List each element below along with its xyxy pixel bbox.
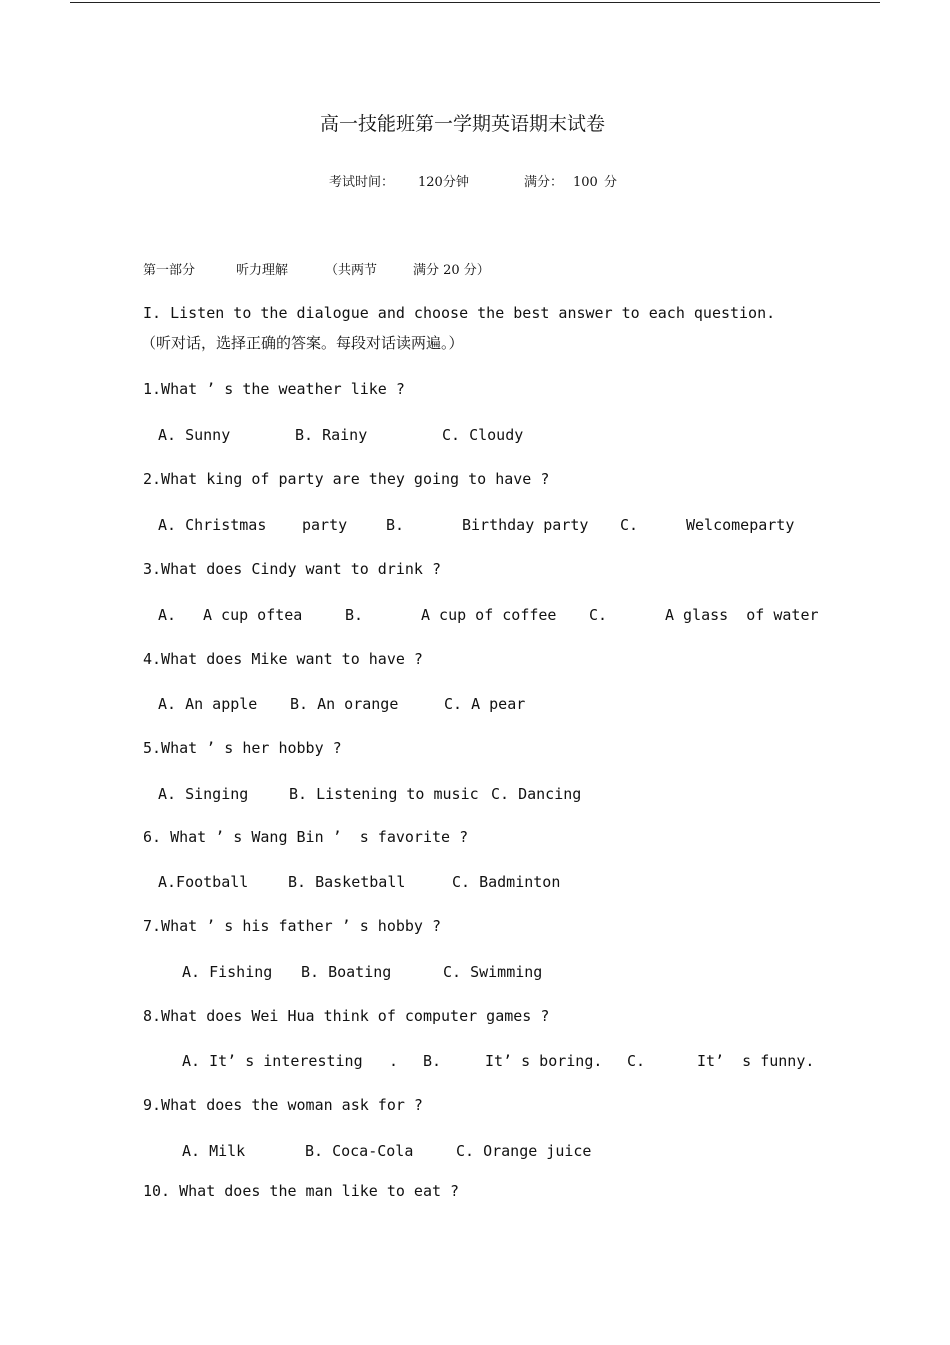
- q5-option-a: A. Singing: [158, 785, 249, 803]
- score-unit: 分: [604, 175, 618, 190]
- q3-option-b: A cup of coffee: [421, 606, 557, 624]
- q3-option-a-label: A.: [158, 606, 177, 624]
- q2-option-a: A. Christmas: [158, 516, 267, 534]
- q3-option-c: A glass of water: [665, 606, 819, 624]
- instructions-en: I. Listen to the dialogue and choose the best answer to each question.: [143, 304, 776, 322]
- instructions-cn: （听对话，选择正确的答案。每段对话读两遍。）: [141, 334, 464, 352]
- q6-option-c: C. Badminton: [452, 873, 561, 891]
- q8-option-c: It’ s funny.: [697, 1052, 815, 1070]
- q2-option-c-label: C.: [620, 516, 639, 534]
- q2-option-b-label: B.: [386, 516, 405, 534]
- question-9: 9.What does the woman ask for ?: [143, 1096, 423, 1114]
- q9-option-a: A. Milk: [182, 1142, 246, 1160]
- question-4: 4.What does Mike want to have ?: [143, 650, 423, 668]
- q3-option-c-label: C.: [589, 606, 608, 624]
- question-1: 1.What ’ s the weather like ?: [143, 380, 405, 398]
- q2-option-a-cont: party: [302, 516, 348, 534]
- q4-option-b: B. An orange: [290, 695, 399, 713]
- q8-option-a: A. It’ s interesting: [182, 1052, 363, 1070]
- q4-option-a: A. An apple: [158, 695, 258, 713]
- score-label: 满分：: [524, 175, 564, 190]
- q5-option-b: B. Listening to music: [289, 785, 479, 803]
- q6-option-a: A.Football: [158, 873, 249, 891]
- q5-option-c: C. Dancing: [491, 785, 582, 803]
- section-name: 听力理解: [236, 263, 289, 278]
- question-6: 6. What ’ s Wang Bin ’ s favorite ?: [143, 828, 469, 846]
- q1-option-c: C. Cloudy: [442, 426, 524, 444]
- q4-option-c: C. A pear: [444, 695, 526, 713]
- q2-option-c: Welcomeparty: [686, 516, 795, 534]
- q7-option-b: B. Boating: [301, 963, 392, 981]
- q1-option-b: B. Rainy: [295, 426, 368, 444]
- question-2: 2.What king of party are they going to have ?: [143, 470, 550, 488]
- q9-option-b: B. Coca-Cola: [305, 1142, 414, 1160]
- question-8: 8.What does Wei Hua think of computer games ?: [143, 1007, 550, 1025]
- question-3: 3.What does Cindy want to drink ?: [143, 560, 442, 578]
- q3-option-b-label: B.: [345, 606, 364, 624]
- q8-option-c-label: C.: [627, 1052, 646, 1070]
- score-value: 100: [573, 175, 598, 190]
- time-label: 考试时间：: [329, 175, 395, 190]
- exam-title: 高一技能班第一学期英语期末试卷: [319, 113, 605, 135]
- q9-option-c: C. Orange juice: [456, 1142, 592, 1160]
- question-7: 7.What ’ s his father ’ s hobby ?: [143, 917, 442, 935]
- q2-option-b: Birthday party: [462, 516, 589, 534]
- section-note: （共两节: [325, 263, 378, 278]
- q8-option-a-period: .: [389, 1052, 399, 1070]
- top-rule: [70, 2, 880, 3]
- q8-option-b-label: B.: [423, 1052, 442, 1070]
- q3-option-a: A cup oftea: [203, 606, 303, 624]
- question-5: 5.What ’ s her hobby ?: [143, 739, 342, 757]
- q8-option-b: It’ s boring.: [485, 1052, 603, 1070]
- q7-option-c: C. Swimming: [443, 963, 543, 981]
- time-value: 120分钟: [418, 175, 469, 190]
- q1-option-a: A. Sunny: [158, 426, 231, 444]
- q6-option-b: B. Basketball: [288, 873, 406, 891]
- q7-option-a: A. Fishing: [182, 963, 273, 981]
- section-part: 第一部分: [143, 263, 196, 278]
- question-10: 10. What does the man like to eat ?: [143, 1182, 460, 1200]
- section-score: 满分 20 分）: [413, 263, 490, 278]
